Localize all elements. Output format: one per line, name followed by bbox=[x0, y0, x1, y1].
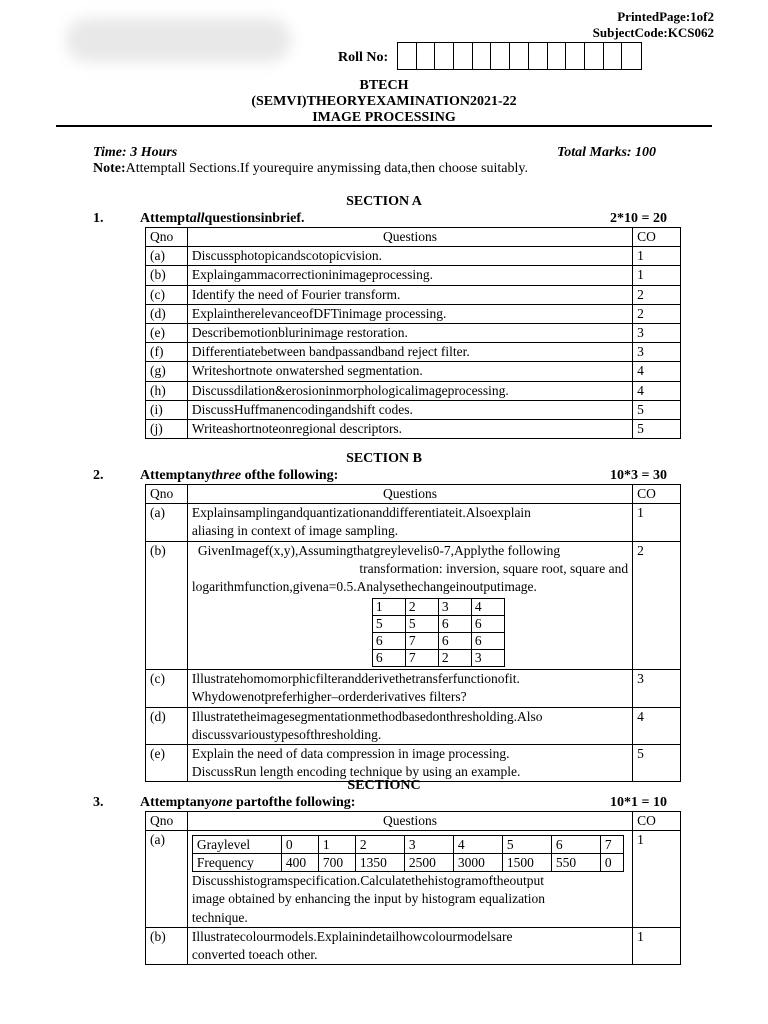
header-divider bbox=[56, 125, 712, 127]
section-b-instr-b: three bbox=[211, 468, 242, 483]
co-header: CO bbox=[633, 812, 681, 831]
section-c-instr-b: one bbox=[211, 795, 233, 810]
section-a-table bbox=[145, 227, 681, 439]
co-value: 2 bbox=[633, 541, 681, 670]
co-value: 1 bbox=[633, 247, 681, 266]
co-value: 5 bbox=[633, 420, 681, 439]
question-text: Describemotionblurinimage restoration. bbox=[187, 324, 632, 343]
question-line: transformation: inversion, square root, square and bbox=[359, 560, 629, 576]
co-value: 4 bbox=[633, 707, 681, 744]
graylevel-value: 1 bbox=[318, 836, 355, 854]
co-value: 5 bbox=[633, 400, 681, 419]
section-a-qnum: 1. bbox=[93, 211, 104, 226]
section-c-qnum: 3. bbox=[93, 795, 104, 810]
questions-header: Questions bbox=[187, 228, 632, 247]
section-b-instr-c: ofthe following: bbox=[241, 468, 339, 483]
question-line: GivenImagef(x,y),Assumingthatgreylevelis0-7,Applythe following bbox=[197, 542, 561, 558]
questions-header: Questions bbox=[187, 485, 632, 504]
matrix-cell: 2 bbox=[438, 650, 471, 667]
co-value: 2 bbox=[633, 285, 681, 304]
question-text: Discussphotopicandscotopicvision. bbox=[187, 247, 632, 266]
question-text bbox=[187, 504, 632, 541]
question-row bbox=[146, 285, 681, 304]
graylevel-value: 3 bbox=[404, 836, 453, 854]
roll-no-box[interactable] bbox=[454, 43, 473, 69]
question-row bbox=[146, 400, 681, 419]
table-header-row bbox=[146, 812, 681, 831]
roll-no-boxes[interactable] bbox=[397, 42, 642, 70]
question-line: Illustratehomomorphicfilterandderivethetransferfunctionofit. bbox=[191, 671, 520, 687]
section-a-instr-a: Attempt bbox=[140, 211, 190, 226]
section-b-marks: 10*3 = 30 bbox=[610, 468, 667, 483]
matrix-cell: 6 bbox=[438, 616, 471, 633]
section-b-qnum: 2. bbox=[93, 468, 104, 483]
question-text: ExplaintherelevanceofDFTinimage processing. bbox=[187, 304, 632, 323]
question-line: logarithmfunction,givena=0.5.Analysethechangeinoutputimage. bbox=[191, 579, 537, 595]
qno-header: Qno bbox=[146, 228, 188, 247]
frequency-value: 1500 bbox=[502, 854, 551, 872]
question-row bbox=[146, 927, 681, 964]
qno: (b) bbox=[146, 927, 188, 964]
question-line: Whydowenotpreferhigher–orderderivatives filters? bbox=[191, 689, 467, 705]
matrix-cell: 6 bbox=[438, 633, 471, 650]
matrix-cell: 6 bbox=[471, 633, 504, 650]
matrix-row bbox=[372, 599, 504, 616]
section-c-instr-c: partofthe following: bbox=[232, 795, 356, 810]
qno: (h) bbox=[146, 381, 188, 400]
question-row bbox=[146, 343, 681, 362]
co-value: 4 bbox=[633, 381, 681, 400]
qno: (d) bbox=[146, 304, 188, 323]
question-line: Explainsamplingandquantizationanddifferentiateit.Alsoexplain bbox=[191, 505, 531, 521]
qno: (a) bbox=[146, 831, 188, 928]
roll-no-box[interactable] bbox=[585, 43, 604, 69]
roll-no-box[interactable] bbox=[473, 43, 492, 69]
question-line: image obtained by enhancing the input by histogram equalization bbox=[191, 891, 546, 907]
roll-no-box[interactable] bbox=[398, 43, 417, 69]
matrix-row bbox=[372, 633, 504, 650]
question-row bbox=[146, 247, 681, 266]
frequency-value: 0 bbox=[600, 854, 623, 872]
question-line: Discusshistogramspecification.Calculatethehistogramoftheoutput bbox=[191, 873, 544, 889]
matrix-cell: 5 bbox=[372, 616, 405, 633]
section-a-instr-b: all bbox=[189, 211, 205, 226]
subject-title: IMAGE PROCESSING bbox=[312, 110, 456, 125]
question-row bbox=[146, 541, 681, 670]
question-row bbox=[146, 504, 681, 541]
section-b-table bbox=[145, 484, 681, 782]
frequency-value: 700 bbox=[318, 854, 355, 872]
printed-page: PrintedPage:1of2 bbox=[617, 9, 714, 24]
matrix-cell: 3 bbox=[438, 599, 471, 616]
question-text bbox=[187, 927, 632, 964]
qno-header: Qno bbox=[146, 485, 188, 504]
graylevel-value: 7 bbox=[600, 836, 623, 854]
section-a-marks: 2*10 = 20 bbox=[610, 211, 667, 226]
matrix-cell: 7 bbox=[405, 650, 438, 667]
co-value: 3 bbox=[633, 343, 681, 362]
graylevel-value: 2 bbox=[355, 836, 404, 854]
question-row bbox=[146, 266, 681, 285]
question-row bbox=[146, 324, 681, 343]
question-text bbox=[187, 707, 632, 744]
matrix-cell: 1 bbox=[372, 599, 405, 616]
question-row bbox=[146, 362, 681, 381]
section-c-title: SECTIONC bbox=[347, 778, 421, 793]
graylevel-row bbox=[192, 836, 623, 854]
matrix-row bbox=[372, 616, 504, 633]
co-value: 3 bbox=[633, 670, 681, 707]
total-marks: Total Marks: 100 bbox=[557, 145, 657, 160]
roll-no-box[interactable] bbox=[435, 43, 454, 69]
table-header-row bbox=[146, 228, 681, 247]
qno: (b) bbox=[146, 266, 188, 285]
roll-no-box[interactable] bbox=[529, 43, 548, 69]
question-text: Writeashortnoteonregional descriptors. bbox=[187, 420, 632, 439]
section-c-marks: 10*1 = 10 bbox=[610, 795, 667, 810]
section-c-instr-a: Attemptany bbox=[140, 795, 212, 810]
qno: (g) bbox=[146, 362, 188, 381]
qno: (i) bbox=[146, 400, 188, 419]
question-text bbox=[187, 745, 632, 782]
exam-time: Time: 3 Hours bbox=[93, 145, 178, 160]
question-row bbox=[146, 707, 681, 744]
roll-no-box[interactable] bbox=[548, 43, 567, 69]
note-text: Attemptall Sections.If yourequire anymissing data,then choose suitably. bbox=[125, 161, 528, 176]
question-text: Writeshortnote onwatershed segmentation. bbox=[187, 362, 632, 381]
co-value: 4 bbox=[633, 362, 681, 381]
graylevel-value: 6 bbox=[551, 836, 600, 854]
graylevel-value: 5 bbox=[502, 836, 551, 854]
matrix-cell: 2 bbox=[405, 599, 438, 616]
image-matrix bbox=[372, 598, 505, 667]
graylevel-value: 4 bbox=[453, 836, 502, 854]
question-text: Discussdilation&erosioninmorphologicalimageprocessing. bbox=[187, 381, 632, 400]
question-text: Differentiatebetween bandpassandband reject filter. bbox=[187, 343, 632, 362]
roll-no-box[interactable] bbox=[604, 43, 623, 69]
qno: (c) bbox=[146, 285, 188, 304]
roll-no-box[interactable] bbox=[622, 43, 641, 69]
qno: (c) bbox=[146, 670, 188, 707]
frequency-value: 3000 bbox=[453, 854, 502, 872]
qno: (a) bbox=[146, 504, 188, 541]
graylevel-value: 0 bbox=[281, 836, 318, 854]
co-value: 1 bbox=[633, 927, 681, 964]
qno: (f) bbox=[146, 343, 188, 362]
co-value: 2 bbox=[633, 304, 681, 323]
frequency-value: 2500 bbox=[404, 854, 453, 872]
question-text: Explaingammacorrectioninimageprocessing. bbox=[187, 266, 632, 285]
frequency-value: 550 bbox=[551, 854, 600, 872]
question-row bbox=[146, 831, 681, 928]
exam-title: (SEMVI)THEORYEXAMINATION2021-22 bbox=[251, 94, 517, 109]
note-label: Note: bbox=[93, 161, 126, 176]
matrix-cell: 5 bbox=[405, 616, 438, 633]
section-a-instruction bbox=[140, 211, 305, 227]
question-row bbox=[146, 381, 681, 400]
co-value: 1 bbox=[633, 831, 681, 928]
qno: (a) bbox=[146, 247, 188, 266]
frequency-row bbox=[192, 854, 623, 872]
matrix-cell: 7 bbox=[405, 633, 438, 650]
question-row bbox=[146, 670, 681, 707]
section-b-title: SECTION B bbox=[346, 451, 422, 466]
question-text: Identify the need of Fourier transform. bbox=[187, 285, 632, 304]
co-header: CO bbox=[633, 228, 681, 247]
roll-no-box[interactable] bbox=[491, 43, 510, 69]
frequency-label: Frequency bbox=[192, 854, 281, 872]
question-line: converted toeach other. bbox=[191, 947, 318, 963]
question-line: DiscussRun length encoding technique by using an example. bbox=[191, 764, 521, 780]
questions-header: Questions bbox=[187, 812, 632, 831]
section-b-instruction bbox=[140, 468, 338, 484]
co-value: 1 bbox=[633, 266, 681, 285]
question-row bbox=[146, 420, 681, 439]
qno-header: Qno bbox=[146, 812, 188, 831]
question-text: DiscussHuffmanencodingandshift codes. bbox=[187, 400, 632, 419]
question-row bbox=[146, 745, 681, 782]
section-a-instr-c: questionsinbrief. bbox=[204, 211, 305, 226]
histogram-table bbox=[192, 835, 624, 872]
question-line: Illustratecolourmodels.Explainindetailhowcolourmodelsare bbox=[191, 928, 513, 944]
note bbox=[93, 161, 528, 177]
co-value: 5 bbox=[633, 745, 681, 782]
frequency-value: 1350 bbox=[355, 854, 404, 872]
redacted-watermark bbox=[66, 18, 291, 62]
matrix-cell: 6 bbox=[372, 633, 405, 650]
matrix-cell: 6 bbox=[471, 616, 504, 633]
section-b-instr-a: Attemptany bbox=[140, 468, 212, 483]
question-line: discussvarioustypesofthresholding. bbox=[191, 726, 382, 742]
qno: (e) bbox=[146, 745, 188, 782]
table-header-row bbox=[146, 485, 681, 504]
roll-no-box[interactable] bbox=[510, 43, 529, 69]
section-c-table bbox=[145, 811, 681, 965]
graylevel-label: Graylevel bbox=[192, 836, 281, 854]
question-row bbox=[146, 304, 681, 323]
question-text bbox=[187, 831, 632, 928]
qno: (b) bbox=[146, 541, 188, 670]
question-line: aliasing in context of image sampling. bbox=[191, 523, 399, 539]
co-value: 3 bbox=[633, 324, 681, 343]
degree-title: BTECH bbox=[359, 78, 409, 93]
question-line: Illustratetheimagesegmentationmethodbasedonthresholding.Also bbox=[191, 708, 543, 724]
question-line: technique. bbox=[191, 909, 248, 925]
co-header: CO bbox=[633, 485, 681, 504]
matrix-cell: 3 bbox=[471, 650, 504, 667]
qno: (e) bbox=[146, 324, 188, 343]
roll-no-box[interactable] bbox=[417, 43, 436, 69]
frequency-value: 400 bbox=[281, 854, 318, 872]
matrix-row bbox=[372, 650, 504, 667]
section-a-title: SECTION A bbox=[346, 194, 422, 209]
qno: (j) bbox=[146, 420, 188, 439]
matrix-cell: 4 bbox=[471, 599, 504, 616]
qno: (d) bbox=[146, 707, 188, 744]
co-value: 1 bbox=[633, 504, 681, 541]
question-text bbox=[187, 541, 632, 670]
matrix-cell: 6 bbox=[372, 650, 405, 667]
subject-code: SubjectCode:KCS062 bbox=[592, 25, 714, 40]
question-text bbox=[187, 670, 632, 707]
roll-no-box[interactable] bbox=[566, 43, 585, 69]
section-c-instruction bbox=[140, 795, 355, 811]
roll-no-label: Roll No: bbox=[338, 50, 389, 65]
question-line: Explain the need of data compression in image processing. bbox=[191, 746, 510, 762]
